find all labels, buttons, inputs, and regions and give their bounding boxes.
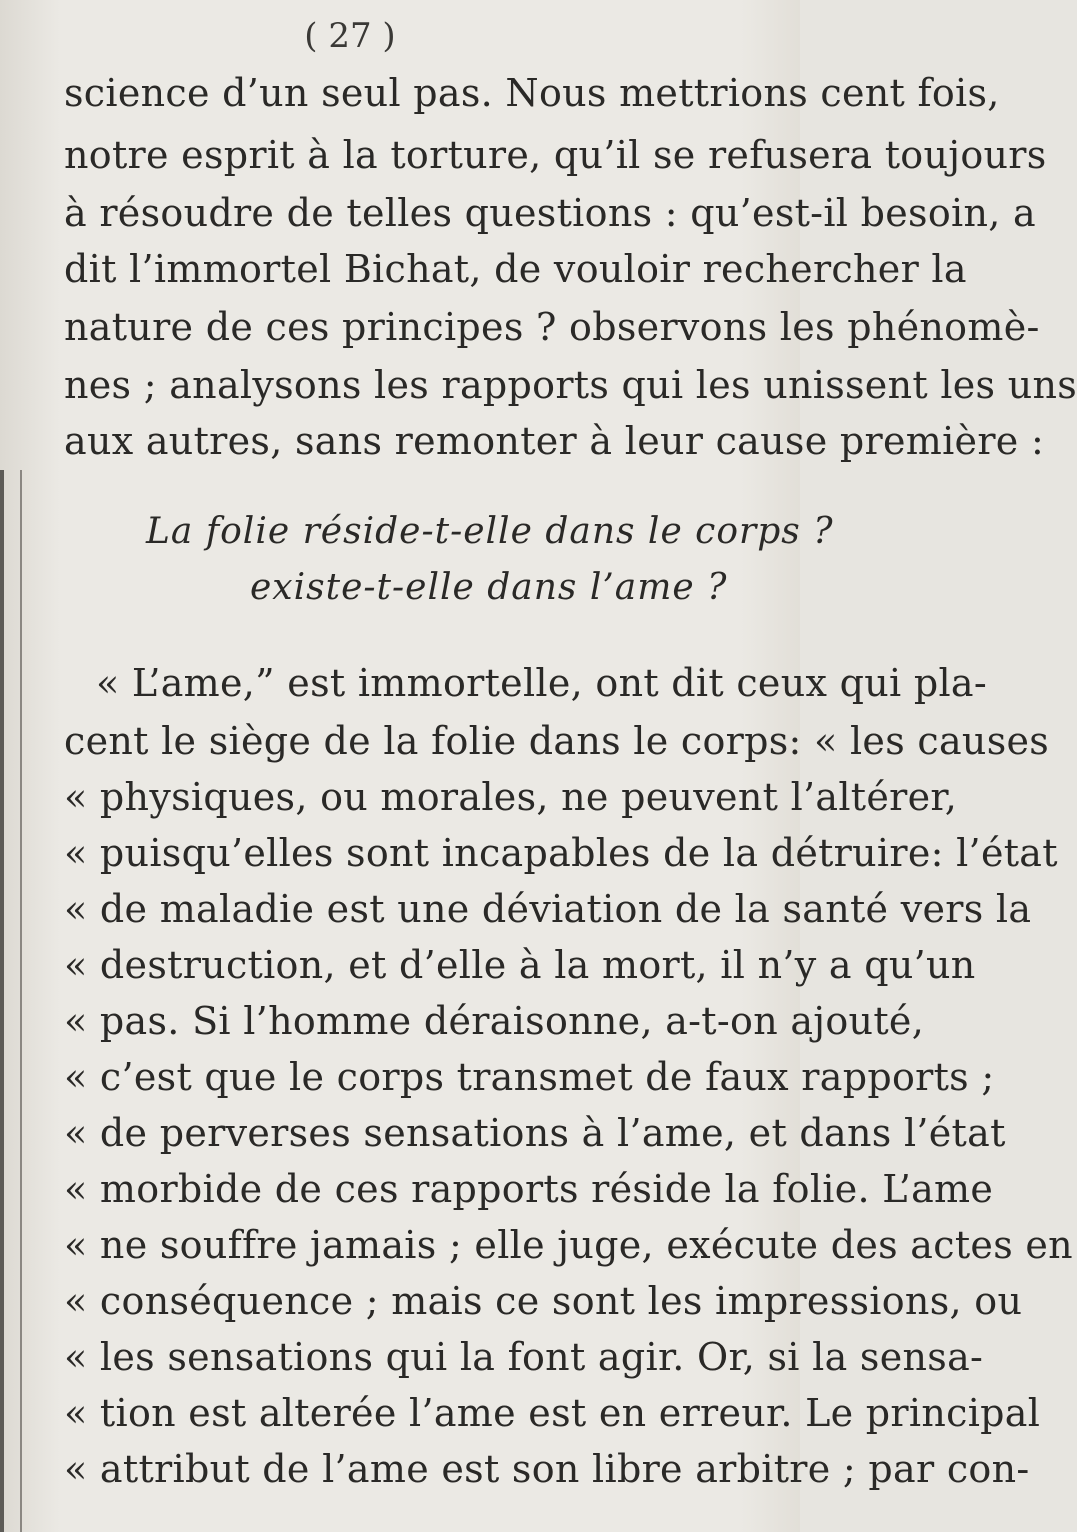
text-line: « physiques, ou morales, ne peuvent l’altérer, [64, 775, 958, 819]
text-line: « destruction, et d’elle à la mort, il n’y a qu’un [64, 943, 976, 987]
section-heading-line-2: existe-t-elle dans l’ame ? [250, 567, 728, 608]
text-line: « tion est alterée l’ame est en erreur. Le principal [64, 1391, 1041, 1435]
text-line: dit l’immortel Bichat, de vouloir rechercher la [64, 247, 967, 291]
text-line: notre esprit à la torture, qu’il se refusera toujours [64, 133, 1047, 177]
text-line: à résoudre de telles questions : qu’est-il besoin, a [64, 191, 1036, 235]
text-line: « conséquence ; mais ce sont les impressions, ou [64, 1279, 1023, 1323]
page-edge-rule [20, 470, 22, 1532]
text-line: « L’ame,” est immortelle, ont dit ceux qui pla- [96, 661, 987, 705]
text-line: nature de ces principes ? observons les phénomè- [64, 305, 1040, 349]
text-line: « attribut de l’ame est son libre arbitre ; par con- [64, 1447, 1030, 1491]
text-line: « pas. Si l’homme déraisonne, a-t-on ajouté, [64, 999, 925, 1043]
text-line: « morbide de ces rapports réside la folie. L’ame [64, 1167, 994, 1211]
page-edge-shadow [0, 470, 4, 1532]
text-line: « de maladie est une déviation de la santé vers la [64, 887, 1032, 931]
text-line: « c’est que le corps transmet de faux rapports ; [64, 1055, 995, 1099]
page-number: ( 27 ) [304, 16, 396, 56]
text-line: nes ; analysons les rapports qui les unissent les uns [64, 363, 1077, 407]
text-line: « de perverses sensations à l’ame, et dans l’état [64, 1111, 1006, 1155]
text-line: science d’un seul pas. Nous mettrions cent fois, [64, 71, 1000, 115]
text-line: « ne souffre jamais ; elle juge, exécute des actes en [64, 1223, 1073, 1267]
section-heading-line-1: La folie réside-t-elle dans le corps ? [146, 511, 834, 552]
text-line: « puisqu’elles sont incapables de la détruire: l’état [64, 831, 1058, 875]
text-line: « les sensations qui la font agir. Or, si la sensa- [64, 1335, 984, 1379]
text-line: aux autres, sans remonter à leur cause première : [64, 419, 1045, 463]
text-line: cent le siège de la folie dans le corps: « les causes [64, 719, 1050, 763]
